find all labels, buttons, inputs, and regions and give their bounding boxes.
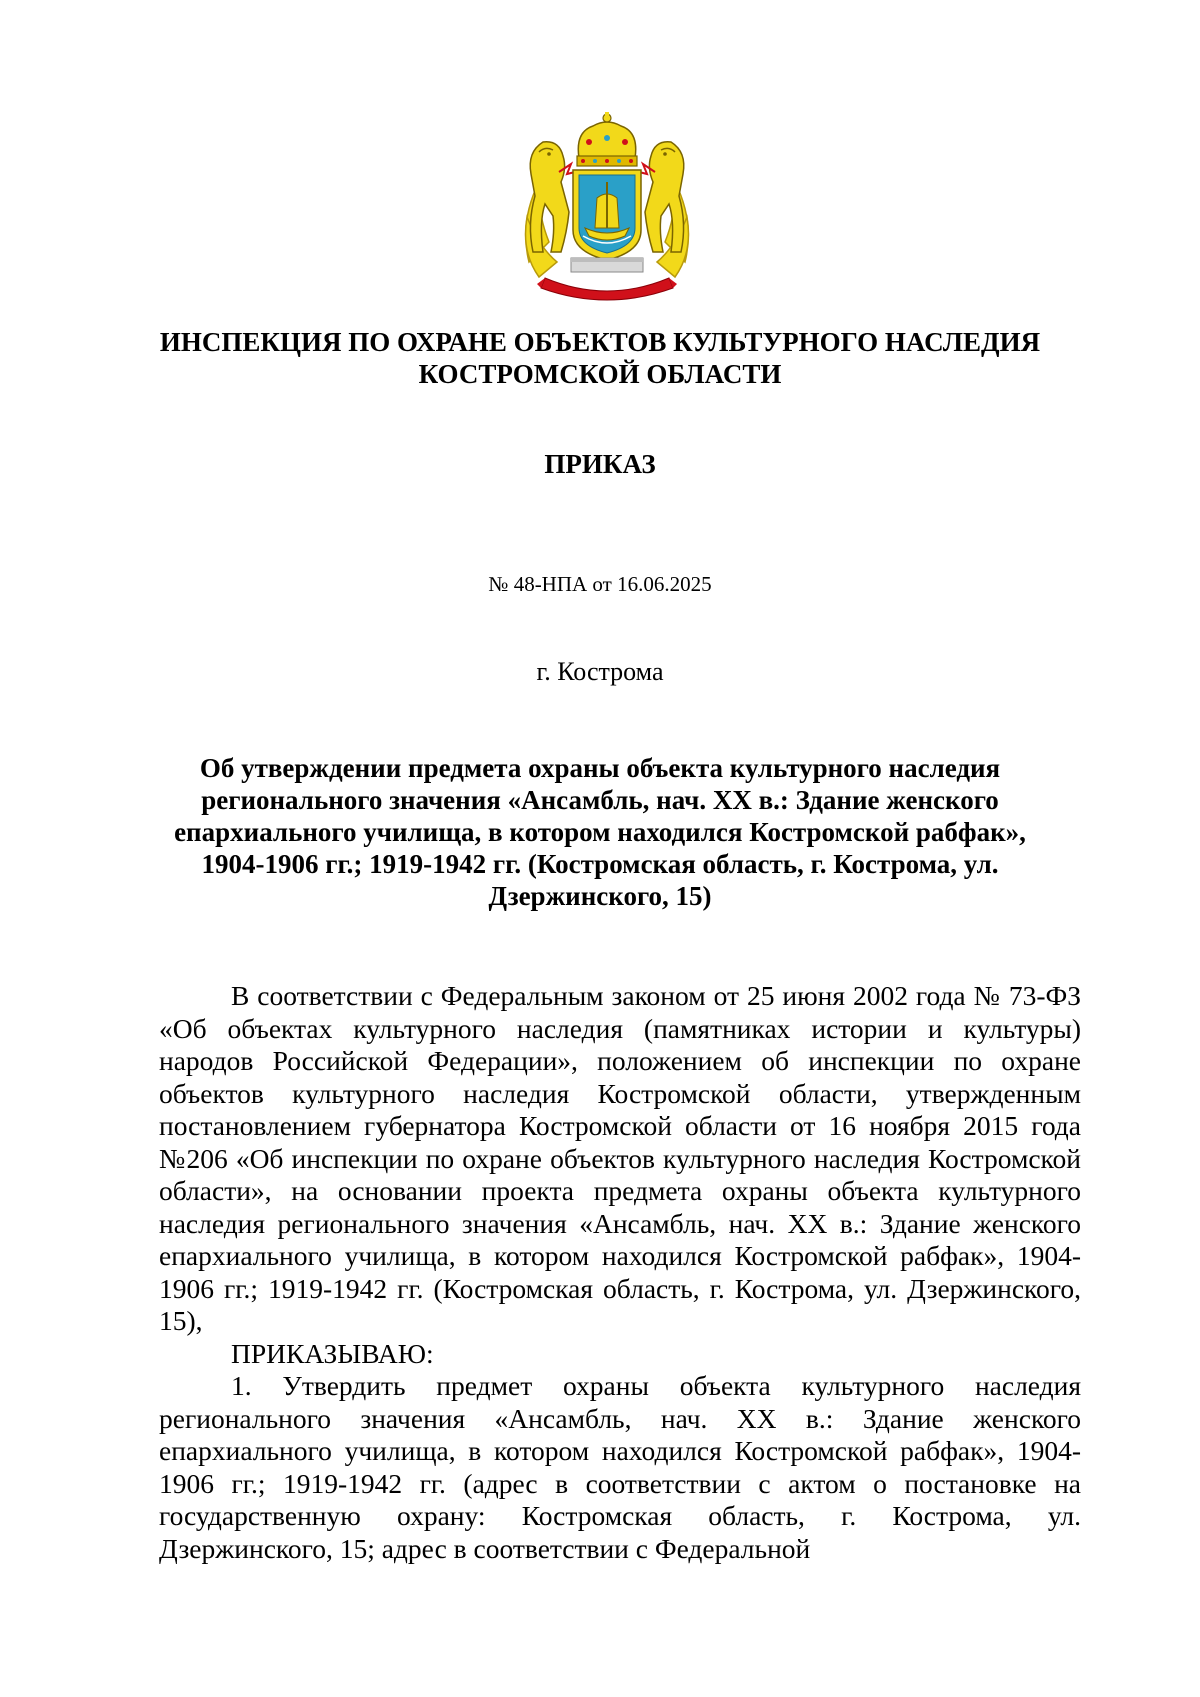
crown-icon: [577, 112, 637, 166]
shield-icon: [573, 170, 641, 260]
coat-of-arms-emblem: [509, 112, 705, 302]
organization-title: ИНСПЕКЦИЯ ПО ОХРАНЕ ОБЪЕКТОВ КУЛЬТУРНОГО НАСЛЕДИЯ КОСТРОМСКОЙ ОБЛАСТИ: [159, 327, 1041, 389]
order-verb: ПРИКАЗЫВАЮ:: [231, 1337, 434, 1369]
order-subject-title: Об утверждении предмета охраны объекта культурного наследия регионального значения «Ансамбль, нач. XX в.: Здание женского епархиального училища, в котором находился Костромской рабфак», 1904-1906 гг.; 1919-1942 гг. (Костромская область, г. Кострома, ул. Дзержинского, 15): [174, 753, 1026, 911]
ribbon-icon: [537, 278, 677, 300]
preamble-paragraph: В соответствии с Федеральным законом от 25 июня 2002 года № 73-ФЗ «Об объектах культурного наследия (памятниках истории и культуры) народов Российской Федерации», положением об инспекции по охране объектов культурного наследия Костромской области, утвержденным постановлением губернатора Костромской области от 16 ноября 2015 года №206 «Об инспекции по охране объектов культурного наследия Костромской области», на основании проекта предмета охраны объекта культурного наследия регионального значения «Ансамбль, нач. XX в.: Здание женского епархиального училища, в котором находился Костромской рабфак», 1904-1906 гг.; 1919-1942 гг. (Костромская область, г. Кострома, ул. Дзержинского, 15),: [159, 980, 1081, 1336]
right-lion-icon: [639, 142, 684, 252]
left-lion-icon: [530, 142, 575, 252]
order-body: [159, 980, 1081, 1565]
issue-city: г. Кострома: [536, 657, 664, 686]
document-type-heading: ПРИКАЗ: [544, 449, 656, 479]
order-number-and-date: № 48-НПА от 16.06.2025: [488, 572, 712, 596]
order-item-1: 1. Утвердить предмет охраны объекта культурного наследия регионального значения «Ансамбль, нач. XX в.: Здание женского епархиального училища, в котором находился Костромской рабфак», 1904-1906 гг.; 1919-1942 гг. (адрес в соответствии с актом о постановке на государственную охрану: Костромская область, г. Кострома, ул. Дзержинского, 15; адрес в соответствии с Федеральной: [159, 1370, 1081, 1564]
